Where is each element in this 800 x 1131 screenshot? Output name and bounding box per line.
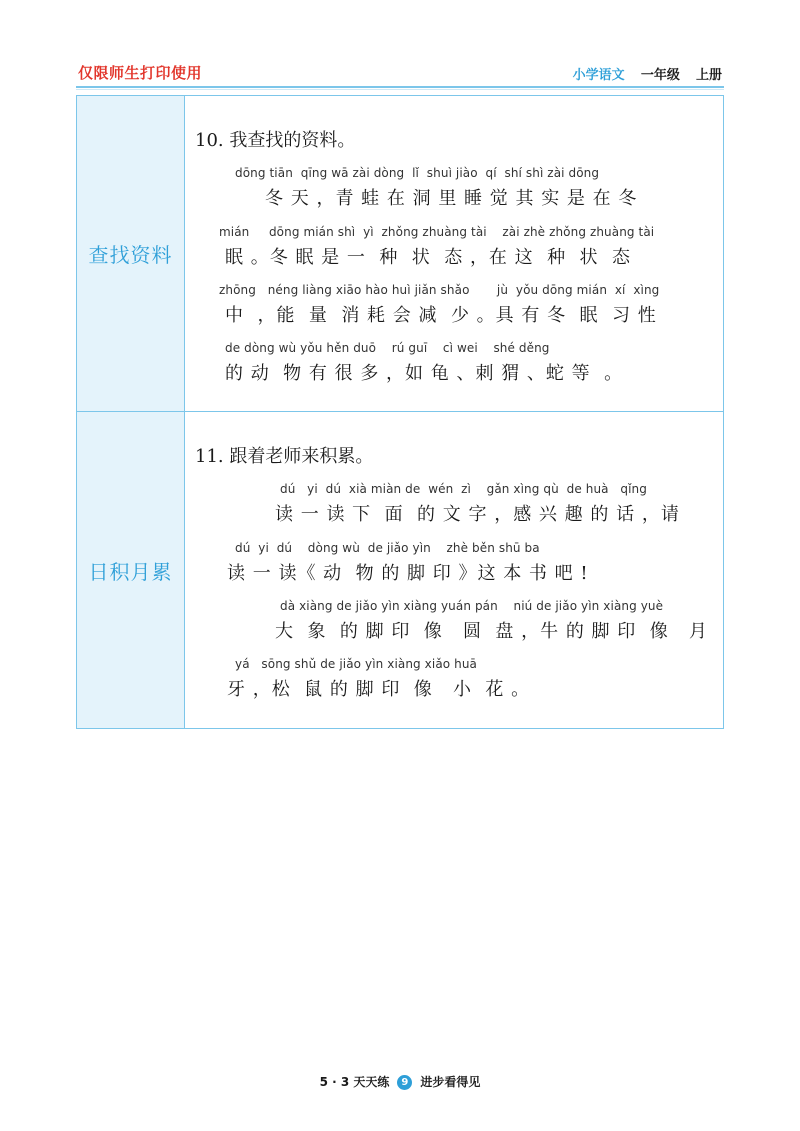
footer-slogan: 进步看得见	[420, 1075, 481, 1089]
question-title: 10. 我查找的资料。	[195, 130, 356, 151]
pinyin-line: de dòng wù yǒu hěn duō rú guī cì wei shé děng	[225, 341, 550, 355]
section-accumulation	[77, 412, 723, 728]
hanzi-line: 的 动 物 有 很 多 ，如 龟 、刺 猬 、蛇 等 。	[225, 363, 624, 384]
hanzi-line: 读 一 读 下 面 的 文 字 ，感 兴 趣 的 话 ，请	[275, 504, 680, 525]
grade-label: 一年级	[640, 68, 680, 83]
hanzi-line: 牙 ，松 鼠 的 脚 印 像 小 花 。	[227, 679, 531, 700]
section-label: 查找资料	[88, 243, 173, 267]
pinyin-line: dà xiàng de jiǎo yìn xiàng yuán pán niú de jiǎo yìn xiàng yuè	[280, 599, 664, 613]
hanzi-line: 大 象 的 脚 印 像 圆 盘 ，牛 的 脚 印 像 月	[275, 621, 708, 642]
page-footer	[0, 1073, 800, 1090]
hanzi-line: 读 一 读《 动 物 的 脚 印 》这 本 书 吧 !	[227, 563, 589, 584]
section-content	[185, 96, 723, 411]
volume-label: 上册	[695, 68, 722, 83]
footer-series: 5 · 3 天天练	[319, 1075, 390, 1089]
hanzi-line: 眠 。冬 眠 是 一 种 状 态 ，在 这 种 状 态	[225, 247, 631, 268]
section-label-cell	[77, 96, 185, 411]
header-meta	[573, 64, 722, 83]
pinyin-line: mián dōng mián shì yì zhǒng zhuàng tài zài zhè zhǒng zhuàng tài	[219, 225, 655, 239]
pinyin-line: zhōng néng liàng xiāo hào huì jiǎn shǎo jù yǒu dōng mián xí xìng	[219, 283, 660, 297]
pinyin-line: dú yi dú xià miàn de wén zì gǎn xìng qù de huà qǐng	[280, 482, 647, 496]
header-divider-light	[76, 89, 724, 90]
header-divider	[76, 86, 724, 88]
exercise-table	[76, 95, 724, 729]
question-title: 11. 跟着老师来积累。	[195, 446, 374, 467]
section-label-cell	[77, 412, 185, 728]
subject-label: 小学语文	[572, 68, 625, 83]
section-label: 日积月累	[88, 559, 173, 584]
pinyin-line: yá sōng shǔ de jiǎo yìn xiàng xiǎo huā	[235, 657, 477, 671]
section-research	[77, 96, 723, 412]
pinyin-line: dú yi dú dòng wù de jiǎo yìn zhè běn shū ba	[235, 541, 540, 555]
print-notice: 仅限师生打印使用	[78, 64, 203, 82]
page-number: 9	[397, 1075, 412, 1090]
section-content	[185, 412, 723, 728]
hanzi-line: 冬 天 ，青 蛙 在 洞 里 睡 觉 其 实 是 在 冬	[265, 188, 638, 209]
pinyin-line: dōng tiān qīng wā zài dòng lǐ shuì jiào qí shí shì zài dōng	[235, 166, 600, 180]
hanzi-line: 中 ，能 量 消 耗 会 减 少 。具 有 冬 眠 习 性	[225, 305, 657, 326]
